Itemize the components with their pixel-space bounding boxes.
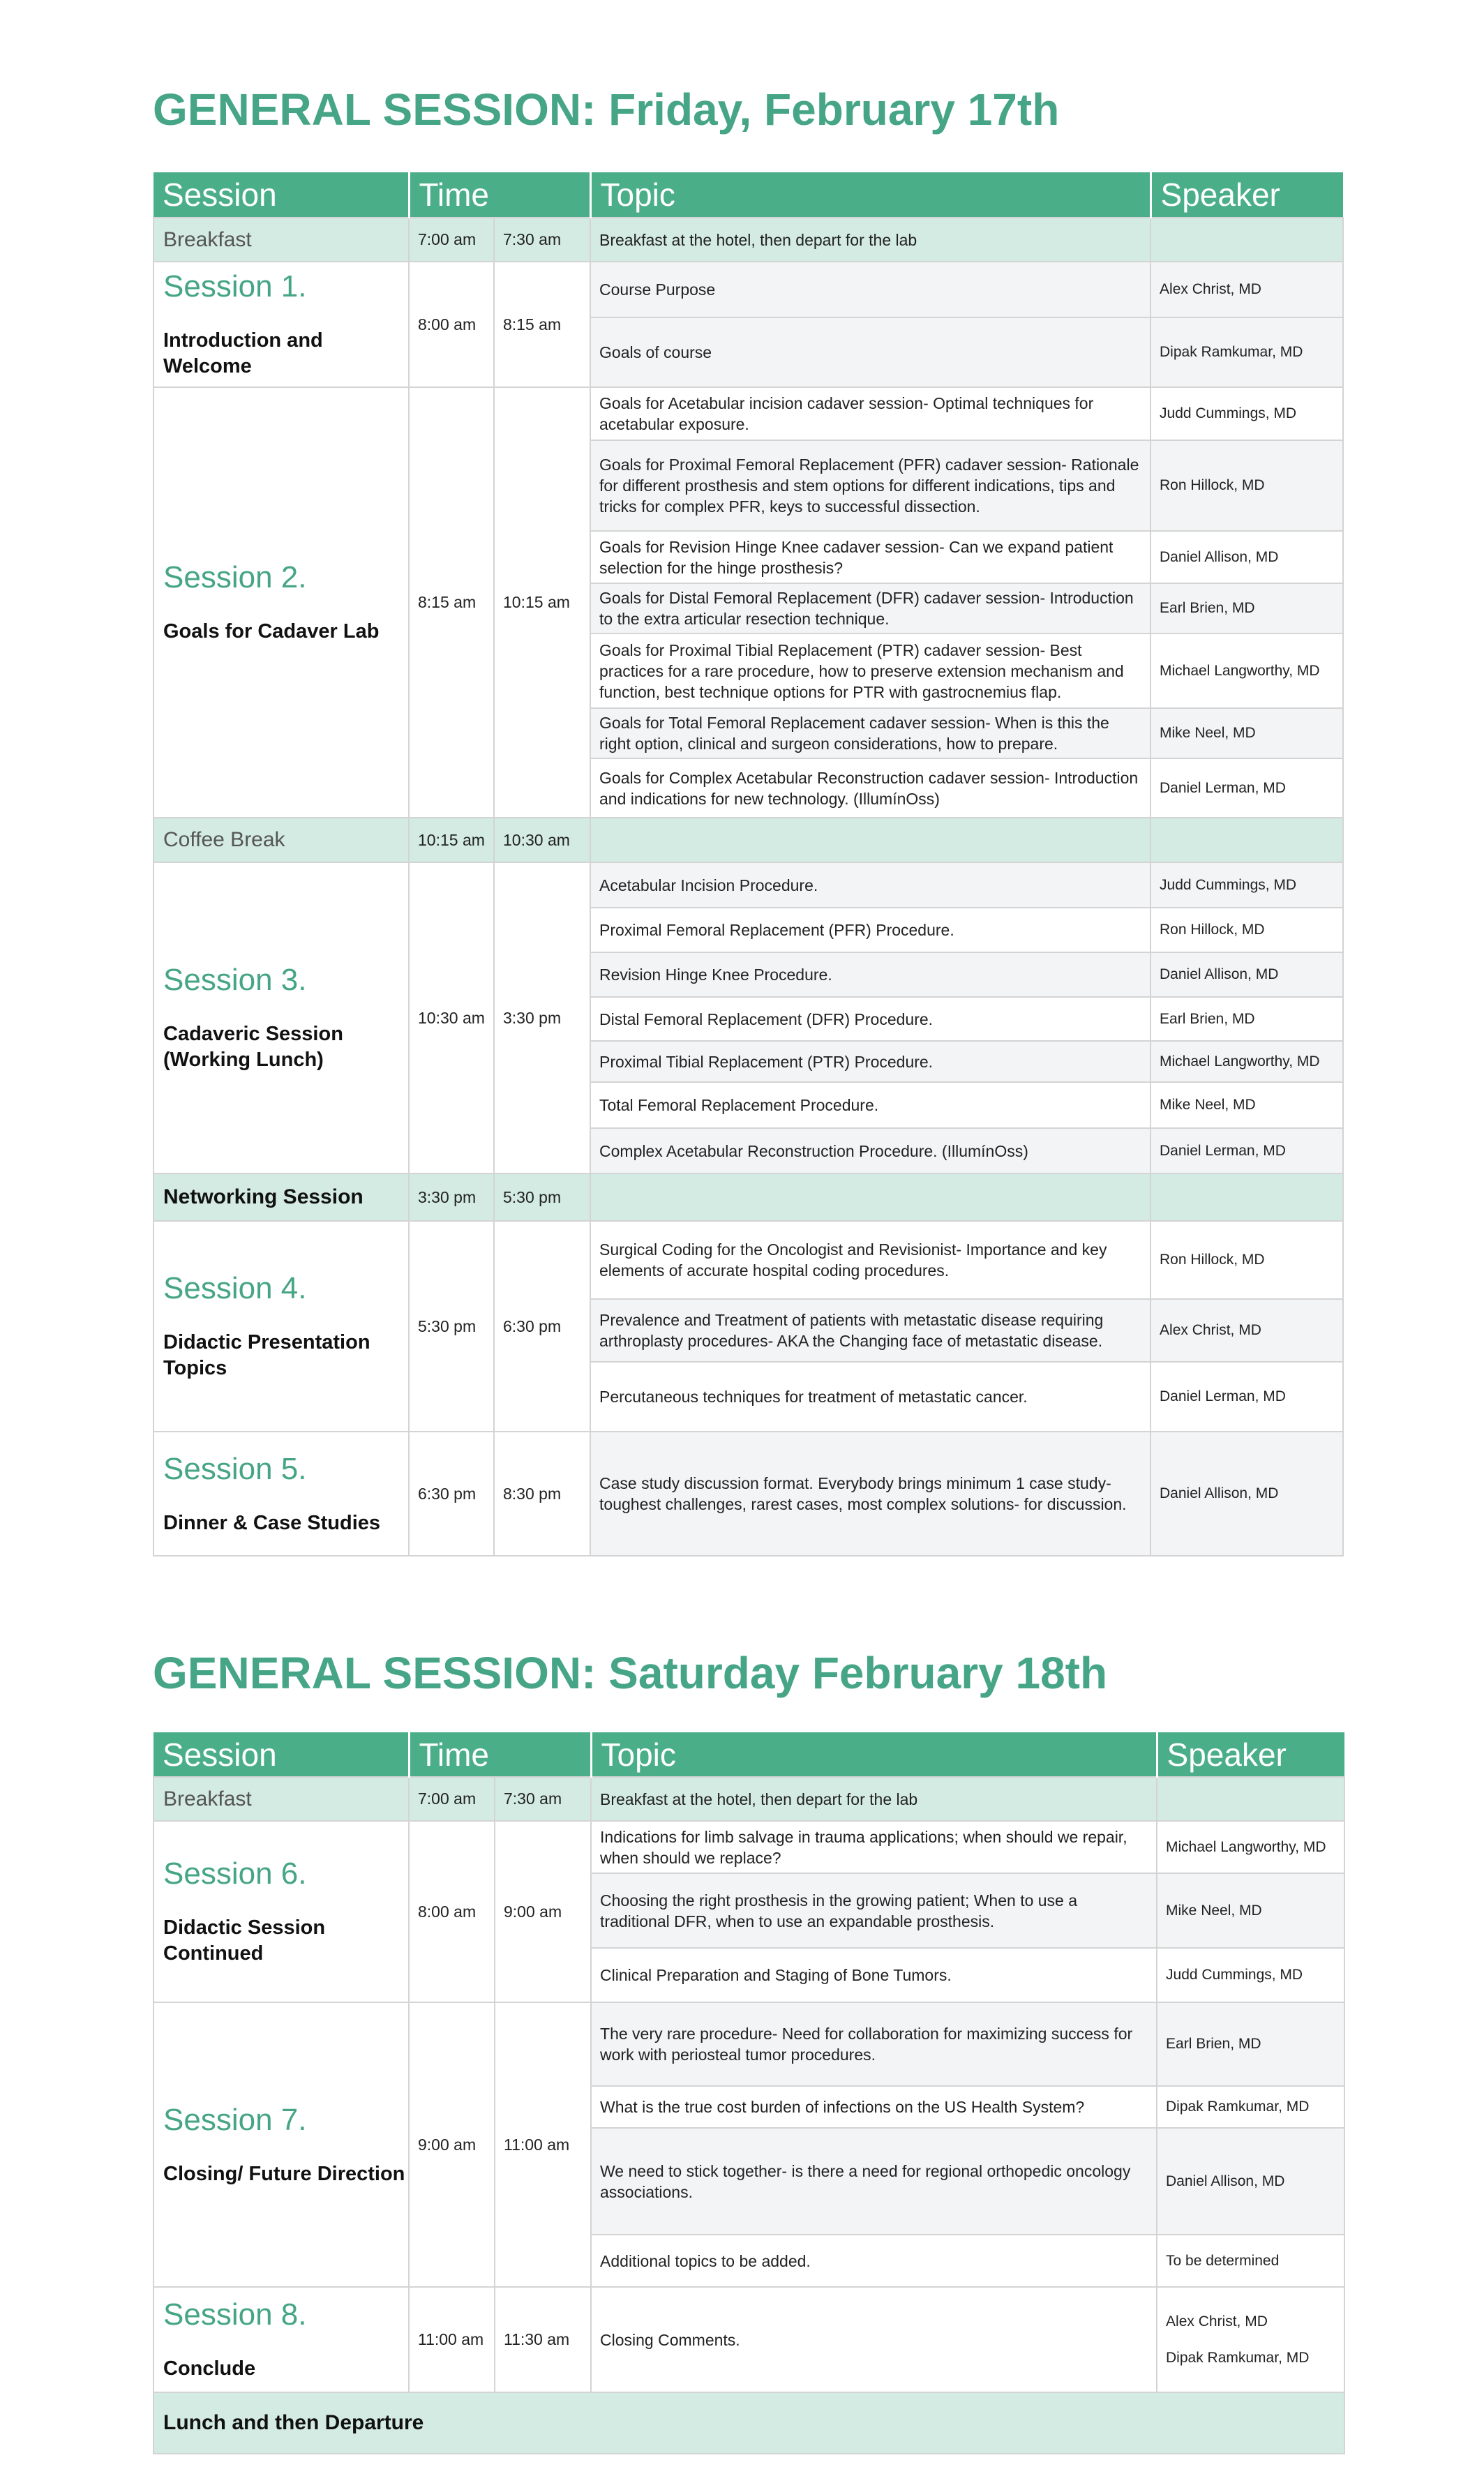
breakfast-label: Breakfast	[153, 1777, 409, 1821]
topic-cell: Clinical Preparation and Staging of Bone Tumors.	[591, 1948, 1157, 2002]
speaker-cell: To be determined	[1157, 2235, 1344, 2287]
topic-cell: Surgical Coding for the Oncologist and Revisionist- Importance and key elements of accurate hospital coding procedures.	[590, 1221, 1151, 1299]
start-time: 10:15 am	[409, 818, 494, 862]
speaker-cell: Daniel Allison, MD	[1151, 952, 1343, 997]
topic-cell: Breakfast at the hotel, then depart for the lab	[590, 218, 1151, 262]
lunch-row	[153, 2392, 1344, 2454]
speaker-cell: Earl Brien, MD	[1151, 997, 1343, 1041]
coffee-break-label: Coffee Break	[153, 818, 409, 862]
speaker-name: Dipak Ramkumar, MD	[1166, 2349, 1310, 2366]
topic-cell: Proximal Femoral Replacement (PFR) Procedure.	[590, 908, 1151, 952]
session-name: Conclude	[163, 2357, 256, 2380]
header-topic: Topic	[591, 1732, 1157, 1777]
table-row	[153, 1221, 1343, 1299]
topic-cell: Goals of course	[590, 317, 1151, 387]
day2-schedule-table	[153, 1732, 1345, 2454]
start-time: 9:00 am	[409, 2002, 495, 2287]
day2-title: GENERAL SESSION: Saturday February 18th	[153, 1648, 1108, 1698]
breakfast-row	[153, 1777, 1344, 1821]
topic-cell: Complex Acetabular Reconstruction Procedure. (IllumínOss)	[590, 1128, 1151, 1173]
session-3-cell	[153, 862, 409, 1173]
table-row	[153, 1432, 1343, 1556]
topic-cell: Goals for Complex Acetabular Reconstruction cadaver session- Introduction and indications for new technology. (IllumínOss)	[590, 758, 1151, 818]
speaker-cell: Ron Hillock, MD	[1151, 440, 1343, 531]
topic-cell: Choosing the right prosthesis in the growing patient; When to use a traditional DFR, when to use an expandable prosthesis.	[591, 1873, 1157, 1948]
speaker-cell: Earl Brien, MD	[1157, 2002, 1344, 2086]
header-speaker: Speaker	[1157, 1732, 1344, 1777]
header-session: Session	[153, 172, 409, 218]
session-8-cell	[153, 2287, 409, 2392]
speaker-cell: Dipak Ramkumar, MD	[1151, 317, 1343, 387]
header-time: Time	[409, 1732, 591, 1777]
topic-cell: Indications for limb salvage in trauma applications; when should we repair, when should we replace?	[591, 1821, 1157, 1873]
speaker-name: Alex Christ, MD	[1166, 2313, 1268, 2330]
session-name: Didactic Session Continued	[163, 1916, 326, 1965]
end-time: 11:30 am	[495, 2287, 591, 2392]
topic-cell	[590, 1173, 1151, 1221]
speaker-cell	[1151, 1173, 1343, 1221]
topic-cell: Distal Femoral Replacement (DFR) Procedure.	[590, 997, 1151, 1041]
end-time: 3:30 pm	[494, 862, 590, 1173]
session-number: Session 2.	[163, 560, 307, 594]
topic-cell: Additional topics to be added.	[591, 2235, 1157, 2287]
session-7-cell	[153, 2002, 409, 2287]
speaker-cell	[1157, 1777, 1344, 1821]
session-name: Closing/ Future Direction	[163, 2162, 405, 2185]
speaker-cell	[1151, 218, 1343, 262]
start-time: 8:00 am	[409, 262, 494, 387]
session-number: Session 6.	[163, 1856, 307, 1891]
header-session: Session	[153, 1732, 409, 1777]
topic-cell: We need to stick together- is there a need for regional orthopedic oncology associations.	[591, 2128, 1157, 2235]
topic-cell: What is the true cost burden of infections on the US Health System?	[591, 2086, 1157, 2128]
topic-cell: Percutaneous techniques for treatment of metastatic cancer.	[590, 1362, 1151, 1432]
topic-cell: Goals for Acetabular incision cadaver session- Optimal techniques for acetabular exposure.	[590, 387, 1151, 440]
start-time: 7:00 am	[409, 218, 494, 262]
topic-cell: Total Femoral Replacement Procedure.	[590, 1082, 1151, 1128]
end-time: 8:15 am	[494, 262, 590, 387]
topic-cell: Course Purpose	[590, 262, 1151, 317]
speaker-cell: Judd Cummings, MD	[1157, 1948, 1344, 2002]
start-time: 8:00 am	[409, 1821, 495, 2002]
table-row	[153, 862, 1343, 908]
session-1-cell	[153, 262, 409, 387]
day1-schedule-table	[153, 172, 1344, 1556]
session-6-cell	[153, 1821, 409, 2002]
topic-cell: Goals for Distal Femoral Replacement (DFR) cadaver session- Introduction to the extra articular resection technique.	[590, 583, 1151, 633]
speaker-cell: Daniel Allison, MD	[1151, 1432, 1343, 1556]
table-row	[153, 387, 1343, 440]
topic-cell	[590, 818, 1151, 862]
session-2-cell	[153, 387, 409, 818]
speaker-cell	[1157, 2287, 1344, 2392]
topic-cell: Goals for Proximal Tibial Replacement (PTR) cadaver session- Best practices for a rare procedure, how to preserve extension mechanism and function, best technique options for PTR with gastrocnemius flap.	[590, 633, 1151, 708]
speaker-cell: Daniel Allison, MD	[1151, 531, 1343, 583]
lunch-label: Lunch and then Departure	[153, 2392, 1344, 2454]
session-name: Cadaveric Session (Working Lunch)	[163, 1023, 343, 1071]
session-number: Session 4.	[163, 1271, 307, 1305]
start-time: 10:30 am	[409, 862, 494, 1173]
speaker-cell: Ron Hillock, MD	[1151, 1221, 1343, 1299]
end-time: 9:00 am	[495, 1821, 591, 2002]
session-name: Goals for Cadaver Lab	[163, 620, 380, 643]
start-time: 7:00 am	[409, 1777, 495, 1821]
speaker-cell: Alex Christ, MD	[1151, 262, 1343, 317]
topic-cell: Prevalence and Treatment of patients with metastatic disease requiring arthroplasty procedures- AKA the Changing face of metastatic disease.	[590, 1299, 1151, 1362]
breakfast-label: Breakfast	[153, 218, 409, 262]
end-time: 10:30 am	[494, 818, 590, 862]
end-time: 7:30 am	[494, 218, 590, 262]
session-5-cell	[153, 1432, 409, 1556]
session-number: Session 7.	[163, 2102, 307, 2137]
session-name: Introduction and Welcome	[163, 329, 323, 377]
table-row	[153, 1821, 1344, 1873]
day1-title: GENERAL SESSION: Friday, February 17th	[153, 84, 1060, 135]
topic-cell: Goals for Revision Hinge Knee cadaver session- Can we expand patient selection for the hinge prosthesis?	[590, 531, 1151, 583]
speaker-cell: Judd Cummings, MD	[1151, 387, 1343, 440]
networking-label: Networking Session	[153, 1173, 409, 1221]
session-number: Session 1.	[163, 269, 307, 303]
start-time: 11:00 am	[409, 2287, 495, 2392]
table-header-row	[153, 1732, 1344, 1777]
end-time: 5:30 pm	[494, 1173, 590, 1221]
header-time: Time	[409, 172, 590, 218]
speaker-cell: Daniel Lerman, MD	[1151, 758, 1343, 818]
topic-cell: Case study discussion format. Everybody brings minimum 1 case study- toughest challenges, rarest cases, most complex solutions- for discussion.	[590, 1432, 1151, 1556]
speaker-cell: Ron Hillock, MD	[1151, 908, 1343, 952]
header-speaker: Speaker	[1151, 172, 1343, 218]
start-time: 3:30 pm	[409, 1173, 494, 1221]
start-time: 8:15 am	[409, 387, 494, 818]
end-time: 6:30 pm	[494, 1221, 590, 1432]
speaker-cell: Michael Langworthy, MD	[1157, 1821, 1344, 1873]
end-time: 8:30 pm	[494, 1432, 590, 1556]
speaker-cell: Michael Langworthy, MD	[1151, 633, 1343, 708]
session-number: Session 5.	[163, 1451, 307, 1486]
networking-row	[153, 1173, 1343, 1221]
session-number: Session 3.	[163, 963, 307, 997]
header-topic: Topic	[590, 172, 1151, 218]
session-number: Session 8.	[163, 2297, 307, 2332]
session-4-cell	[153, 1221, 409, 1432]
table-header-row	[153, 172, 1343, 218]
topic-cell: Goals for Proximal Femoral Replacement (PFR) cadaver session- Rationale for different prosthesis and stem options for different indications, tips and tricks for complex PFR, keys to successful dissection.	[590, 440, 1151, 531]
topic-cell: Proximal Tibial Replacement (PTR) Procedure.	[590, 1041, 1151, 1082]
coffee-break-row	[153, 818, 1343, 862]
breakfast-row	[153, 218, 1343, 262]
speaker-cell	[1151, 818, 1343, 862]
speaker-cell: Mike Neel, MD	[1151, 708, 1343, 758]
topic-cell: Goals for Total Femoral Replacement cadaver session- When is this the right option, clinical and surgeon considerations, how to prepare.	[590, 708, 1151, 758]
speaker-cell: Earl Brien, MD	[1151, 583, 1343, 633]
speaker-cell: Daniel Lerman, MD	[1151, 1128, 1343, 1173]
end-time: 11:00 am	[495, 2002, 591, 2287]
speaker-cell: Mike Neel, MD	[1151, 1082, 1343, 1128]
end-time: 10:15 am	[494, 387, 590, 818]
speaker-cell: Daniel Allison, MD	[1157, 2128, 1344, 2235]
speaker-cell: Judd Cummings, MD	[1151, 862, 1343, 908]
end-time: 7:30 am	[495, 1777, 591, 1821]
speaker-cell: Daniel Lerman, MD	[1151, 1362, 1343, 1432]
start-time: 6:30 pm	[409, 1432, 494, 1556]
topic-cell: Acetabular Incision Procedure.	[590, 862, 1151, 908]
table-row	[153, 2002, 1344, 2086]
topic-cell: Closing Comments.	[591, 2287, 1157, 2392]
topic-cell: Revision Hinge Knee Procedure.	[590, 952, 1151, 997]
speaker-cell: Mike Neel, MD	[1157, 1873, 1344, 1948]
topic-cell: Breakfast at the hotel, then depart for the lab	[591, 1777, 1157, 1821]
table-row	[153, 262, 1343, 317]
speaker-cell: Michael Langworthy, MD	[1151, 1041, 1343, 1082]
table-row	[153, 2287, 1344, 2392]
speaker-cell: Alex Christ, MD	[1151, 1299, 1343, 1362]
session-name: Dinner & Case Studies	[163, 1511, 381, 1534]
speaker-cell: Dipak Ramkumar, MD	[1157, 2086, 1344, 2128]
start-time: 5:30 pm	[409, 1221, 494, 1432]
session-name: Didactic Presentation Topics	[163, 1331, 370, 1379]
topic-cell: The very rare procedure- Need for collaboration for maximizing success for work with periosteal tumor procedures.	[591, 2002, 1157, 2086]
